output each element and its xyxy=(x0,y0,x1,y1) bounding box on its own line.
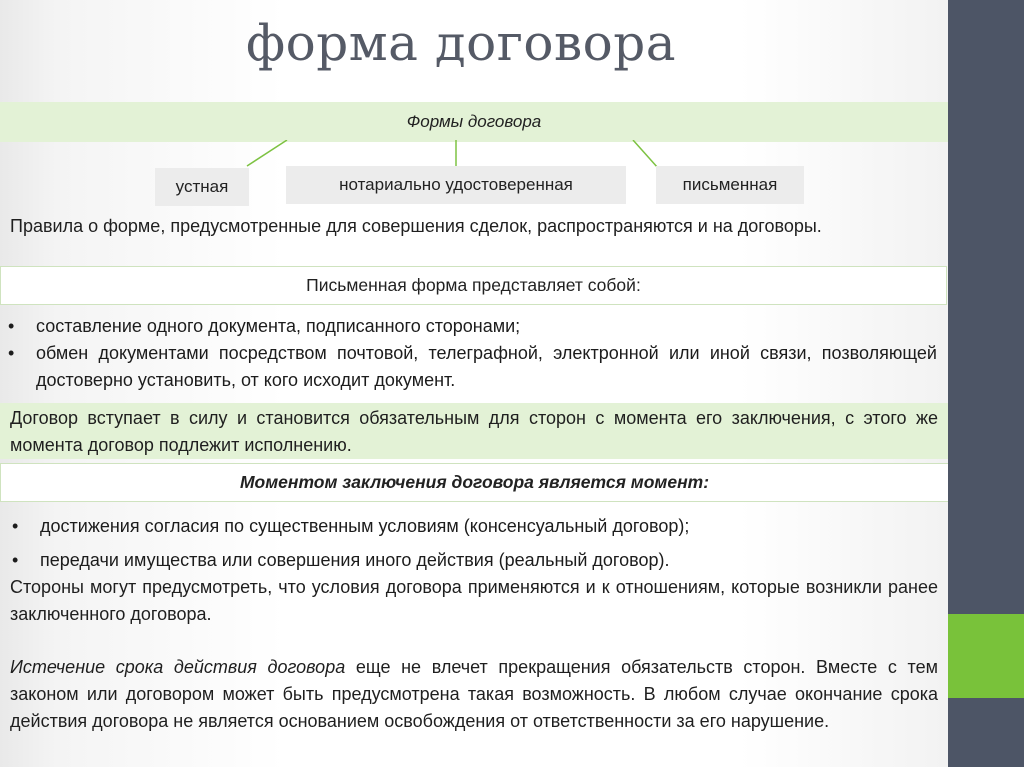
forms-header: Формы договора xyxy=(0,102,948,142)
connector-line-written xyxy=(633,140,658,168)
bullet-icon: • xyxy=(8,316,15,336)
conclusion-list xyxy=(12,509,937,577)
retroactive-text: Стороны могут предусмотреть, что условия договора применяются и к отношениям, которые возникли ранее заключенного договора. xyxy=(10,577,938,624)
expiry-text xyxy=(10,654,938,735)
list-item: • передачи имущества или совершения иного действия (реальный договор). xyxy=(12,543,937,577)
page-title: форма договора xyxy=(246,14,677,72)
written-form-list xyxy=(8,313,937,394)
form-chip-oral: устная xyxy=(155,168,249,206)
form-chip-written: письменная xyxy=(656,166,804,204)
expiry-rest: еще не влечет прекращения обязательств сторон. Вместе с тем законом или договором может быть предусмотрена такая возможность. В любом случае окончание срока действия договора не является основанием освобождения от ответственности за его нарушение. xyxy=(10,657,938,731)
written-form-box xyxy=(0,266,947,305)
conclusion-moment-box xyxy=(0,463,949,502)
written-form-title: Письменная форма представляет собой: xyxy=(306,275,641,295)
bullet-icon: • xyxy=(12,516,19,536)
conclusion-moment-title: Моментом заключения договора является момент: xyxy=(239,472,710,492)
entry-into-force-text: Договор вступает в силу и становится обязательным для сторон с момента его заключения, с этого же момента договор подлежит исполнению. xyxy=(10,408,938,455)
bullet-icon: • xyxy=(12,550,19,570)
bullet-icon: • xyxy=(8,343,15,363)
list-item: • обмен документами посредством почтовой, телеграфной, электронной или иной связи, позволяющей достоверно установить, от кого исходит документ. xyxy=(8,340,937,394)
right-accent-block xyxy=(948,614,1024,698)
list-item: • достижения согласия по существенным условиям (консенсуальный договор); xyxy=(12,509,937,543)
list-item: • составление одного документа, подписанного сторонами; xyxy=(8,313,937,340)
expiry-italic-lead: Истечение срока действия договора xyxy=(10,657,346,677)
connector-line-oral xyxy=(247,140,287,166)
form-chip-notarial: нотариально удостоверенная xyxy=(286,166,626,204)
rules-text: Правила о форме, предусмотренные для совершения сделок, распространяются и на договоры. xyxy=(10,216,822,236)
